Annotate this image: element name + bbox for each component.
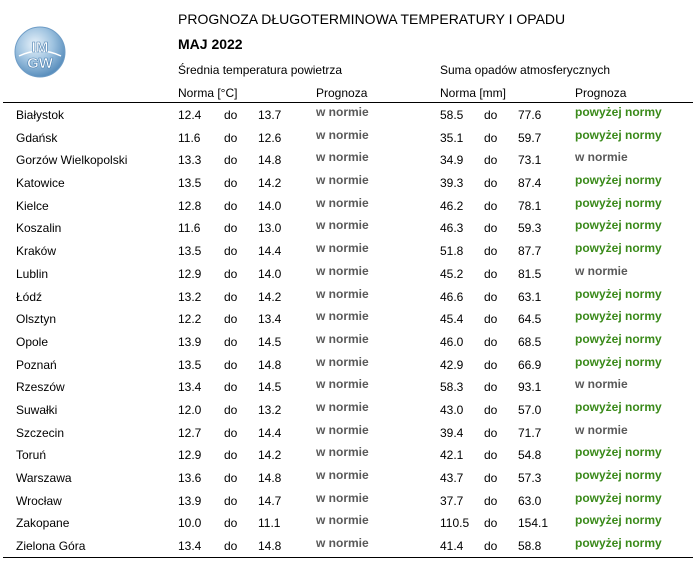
forecast-table	[0, 104, 696, 558]
prec-range-separator: do	[484, 289, 498, 304]
city-name: Rzeszów	[16, 380, 65, 395]
prec-norm-to: 154.1	[518, 516, 549, 531]
prec-norm-from: 37.7	[440, 493, 464, 508]
header-temp-forecast: Prognoza	[316, 86, 368, 100]
prec-forecast: powyżej normy	[575, 218, 662, 233]
city-name: Gdańsk	[16, 130, 58, 145]
prec-forecast: powyżej normy	[575, 173, 662, 188]
temp-range-separator: do	[224, 425, 238, 440]
prec-range-separator: do	[484, 176, 498, 191]
prec-norm-from: 41.4	[440, 539, 464, 554]
prec-norm-to: 63.1	[518, 289, 542, 304]
prec-range-separator: do	[484, 244, 498, 259]
section-temperature: Średnia temperatura powietrza	[178, 63, 343, 77]
temp-range-separator: do	[224, 130, 238, 145]
city-name: Olsztyn	[16, 312, 57, 327]
prec-range-separator: do	[484, 153, 498, 168]
prec-range-separator: do	[484, 425, 498, 440]
prec-norm-to: 54.8	[518, 448, 542, 463]
temp-forecast: w normie	[316, 513, 369, 528]
temp-norm-from: 13.9	[178, 334, 202, 349]
prec-forecast: powyżej normy	[575, 241, 662, 256]
temp-norm-to: 14.2	[258, 448, 282, 463]
prec-range-separator: do	[484, 130, 498, 145]
prec-norm-from: 51.8	[440, 244, 464, 259]
prec-norm-from: 45.4	[440, 312, 464, 327]
prec-norm-from: 46.6	[440, 289, 464, 304]
temp-range-separator: do	[224, 266, 238, 281]
table-row	[0, 535, 696, 558]
prec-range-separator: do	[484, 108, 498, 122]
city-name: Katowice	[16, 176, 65, 191]
prec-range-separator: do	[484, 471, 498, 485]
city-name: Koszalin	[16, 221, 62, 236]
prec-norm-to: 57.0	[518, 402, 542, 417]
prec-range-separator: do	[484, 221, 498, 236]
temp-norm-to: 13.0	[258, 221, 282, 236]
temp-norm-from: 12.2	[178, 312, 202, 327]
temp-range-separator: do	[224, 244, 238, 259]
prec-range-separator: do	[484, 380, 498, 395]
temp-range-separator: do	[224, 402, 238, 417]
temp-norm-to: 14.8	[258, 471, 282, 485]
prec-forecast: powyżej normy	[575, 195, 662, 210]
city-name: Warszawa	[16, 471, 72, 485]
temp-forecast: w normie	[316, 377, 369, 392]
prec-norm-to: 63.0	[518, 493, 542, 508]
city-name: Zielona Góra	[16, 539, 86, 554]
prec-forecast: powyżej normy	[575, 354, 662, 369]
temp-norm-to: 14.0	[258, 266, 282, 281]
temp-norm-from: 13.9	[178, 493, 202, 508]
temp-forecast: w normie	[316, 127, 369, 142]
temp-norm-from: 13.4	[178, 539, 202, 554]
prec-norm-from: 46.0	[440, 334, 464, 349]
temp-norm-from: 12.9	[178, 266, 202, 281]
prec-forecast: powyżej normy	[575, 490, 662, 505]
table-row	[0, 149, 696, 172]
temp-norm-to: 14.4	[258, 425, 282, 440]
temp-forecast: w normie	[316, 309, 369, 324]
prec-norm-to: 87.4	[518, 176, 542, 191]
temp-norm-to: 12.6	[258, 130, 282, 145]
prec-norm-to: 77.6	[518, 108, 542, 122]
prec-norm-from: 46.3	[440, 221, 464, 236]
temp-norm-to: 14.4	[258, 244, 282, 259]
temp-norm-to: 14.5	[258, 380, 282, 395]
city-name: Zakopane	[16, 516, 70, 531]
table-row	[0, 286, 696, 309]
prec-norm-from: 35.1	[440, 130, 464, 145]
table-row	[0, 127, 696, 150]
city-name: Łódź	[16, 289, 43, 304]
prec-norm-from: 58.5	[440, 108, 464, 122]
prec-range-separator: do	[484, 539, 498, 554]
table-row	[0, 217, 696, 240]
temp-norm-from: 12.9	[178, 448, 202, 463]
prec-norm-to: 57.3	[518, 471, 542, 485]
prec-norm-to: 71.7	[518, 425, 542, 440]
table-row	[0, 308, 696, 331]
city-name: Kielce	[16, 198, 49, 213]
table-row	[0, 444, 696, 467]
prec-forecast: powyżej normy	[575, 399, 662, 414]
temp-norm-from: 10.0	[178, 516, 202, 531]
prec-forecast: w normie	[575, 377, 628, 392]
temp-norm-to: 14.8	[258, 153, 282, 168]
prec-forecast: powyżej normy	[575, 445, 662, 460]
prec-forecast: w normie	[575, 150, 628, 165]
prec-norm-from: 110.5	[440, 516, 470, 531]
prec-norm-from: 43.7	[440, 471, 464, 485]
city-name: Szczecin	[16, 425, 65, 440]
temp-norm-from: 12.0	[178, 402, 202, 417]
table-bottom-rule	[3, 557, 693, 558]
temp-range-separator: do	[224, 153, 238, 168]
temp-forecast: w normie	[316, 354, 369, 369]
temp-range-separator: do	[224, 334, 238, 349]
temp-norm-to: 14.5	[258, 334, 282, 349]
prec-forecast: powyżej normy	[575, 536, 662, 551]
prec-range-separator: do	[484, 334, 498, 349]
temp-norm-from: 12.7	[178, 425, 202, 440]
prec-range-separator: do	[484, 448, 498, 463]
temp-forecast: w normie	[316, 195, 369, 210]
temp-norm-to: 11.1	[258, 516, 281, 531]
temp-forecast: w normie	[316, 173, 369, 188]
table-row	[0, 490, 696, 513]
temp-norm-from: 13.5	[178, 176, 202, 191]
temp-forecast: w normie	[316, 399, 369, 414]
temp-norm-to: 14.8	[258, 357, 282, 372]
temp-range-separator: do	[224, 448, 238, 463]
temp-forecast: w normie	[316, 105, 369, 119]
section-precipitation: Suma opadów atmosferycznych	[440, 63, 611, 77]
temp-range-separator: do	[224, 516, 238, 531]
temp-forecast: w normie	[316, 241, 369, 256]
temp-range-separator: do	[224, 289, 238, 304]
prec-norm-from: 58.3	[440, 380, 464, 395]
prec-range-separator: do	[484, 357, 498, 372]
prec-norm-to: 66.9	[518, 357, 542, 372]
temp-norm-to: 14.2	[258, 176, 282, 191]
table-row	[0, 263, 696, 286]
prec-norm-from: 46.2	[440, 198, 464, 213]
prec-norm-to: 87.7	[518, 244, 542, 259]
temp-forecast: w normie	[316, 331, 369, 346]
table-row	[0, 512, 696, 535]
prec-range-separator: do	[484, 198, 498, 213]
prec-norm-from: 42.9	[440, 357, 464, 372]
city-name: Opole	[16, 334, 49, 349]
header-temp-norm: Norma [°C]	[178, 86, 238, 100]
city-name: Lublin	[16, 266, 49, 281]
city-name: Toruń	[16, 448, 47, 463]
table-row	[0, 399, 696, 422]
prec-norm-from: 45.2	[440, 266, 464, 281]
temp-forecast: w normie	[316, 468, 369, 482]
city-name: Suwałki	[16, 402, 58, 417]
prec-norm-to: 68.5	[518, 334, 542, 349]
prec-range-separator: do	[484, 266, 498, 281]
temp-forecast: w normie	[316, 422, 369, 437]
prec-forecast: w normie	[575, 422, 628, 437]
logo-text-top: IM	[31, 39, 49, 56]
prec-norm-to: 73.1	[518, 153, 542, 168]
temp-forecast: w normie	[316, 490, 369, 505]
prec-norm-to: 78.1	[518, 198, 542, 213]
prec-norm-from: 43.0	[440, 402, 464, 417]
temp-forecast: w normie	[316, 536, 369, 551]
temp-norm-from: 12.8	[178, 198, 202, 213]
temp-range-separator: do	[224, 312, 238, 327]
temp-norm-from: 13.3	[178, 153, 202, 168]
temp-norm-to: 14.8	[258, 539, 282, 554]
table-row	[0, 104, 696, 127]
prec-forecast: powyżej normy	[575, 513, 662, 528]
temp-norm-from: 11.6	[178, 130, 201, 145]
prec-forecast: powyżej normy	[575, 105, 662, 119]
table-row	[0, 467, 696, 490]
prec-forecast: powyżej normy	[575, 309, 662, 324]
table-row	[0, 172, 696, 195]
temp-norm-to: 14.7	[258, 493, 282, 508]
table-top-rule	[3, 102, 693, 103]
temp-norm-to: 13.7	[258, 108, 282, 122]
temp-forecast: w normie	[316, 218, 369, 233]
temp-norm-to: 14.2	[258, 289, 282, 304]
temp-range-separator: do	[224, 108, 238, 122]
page-title: PROGNOZA DŁUGOTERMINOWA TEMPERATURY I OPADU	[178, 11, 566, 27]
prec-norm-from: 39.4	[440, 425, 464, 440]
temp-forecast: w normie	[316, 445, 369, 460]
temp-norm-from: 13.2	[178, 289, 202, 304]
prec-norm-to: 81.5	[518, 266, 542, 281]
temp-range-separator: do	[224, 471, 238, 485]
city-name: Wrocław	[16, 493, 62, 508]
temp-range-separator: do	[224, 357, 238, 372]
prec-norm-to: 64.5	[518, 312, 542, 327]
prec-norm-to: 59.7	[518, 130, 542, 145]
temp-norm-from: 13.5	[178, 244, 202, 259]
temp-range-separator: do	[224, 539, 238, 554]
prec-forecast: powyżej normy	[575, 468, 662, 482]
prec-forecast: w normie	[575, 263, 628, 278]
table-row	[0, 240, 696, 263]
prec-norm-to: 93.1	[518, 380, 542, 395]
page-subtitle: MAJ 2022	[178, 36, 243, 52]
temp-norm-from: 11.6	[178, 221, 201, 236]
temp-forecast: w normie	[316, 286, 369, 301]
temp-norm-to: 13.2	[258, 402, 282, 417]
temp-range-separator: do	[224, 493, 238, 508]
temp-forecast: w normie	[316, 263, 369, 278]
table-row	[0, 331, 696, 354]
prec-norm-from: 42.1	[440, 448, 464, 463]
temp-range-separator: do	[224, 176, 238, 191]
prec-range-separator: do	[484, 312, 498, 327]
table-row	[0, 376, 696, 399]
prec-forecast: powyżej normy	[575, 331, 662, 346]
header-prec-norm: Norma [mm]	[440, 86, 506, 100]
city-name: Poznań	[16, 357, 57, 372]
prec-range-separator: do	[484, 516, 498, 531]
table-row	[0, 354, 696, 377]
prec-norm-to: 58.8	[518, 539, 542, 554]
temp-norm-to: 13.4	[258, 312, 282, 327]
city-name: Gorzów Wielkopolski	[16, 153, 128, 168]
prec-forecast: powyżej normy	[575, 127, 662, 142]
header-prec-forecast: Prognoza	[575, 86, 627, 100]
table-row	[0, 422, 696, 445]
prec-norm-from: 34.9	[440, 153, 464, 168]
prec-range-separator: do	[484, 493, 498, 508]
temp-norm-to: 14.0	[258, 198, 282, 213]
temp-norm-from: 13.5	[178, 357, 202, 372]
prec-range-separator: do	[484, 402, 498, 417]
temp-range-separator: do	[224, 198, 238, 213]
temp-range-separator: do	[224, 380, 238, 395]
temp-range-separator: do	[224, 221, 238, 236]
city-name: Kraków	[16, 244, 57, 259]
city-name: Białystok	[16, 108, 65, 122]
temp-norm-from: 12.4	[178, 108, 202, 122]
temp-norm-from: 13.6	[178, 471, 202, 485]
temp-norm-from: 13.4	[178, 380, 202, 395]
prec-forecast: powyżej normy	[575, 286, 662, 301]
prec-norm-from: 39.3	[440, 176, 464, 191]
prec-norm-to: 59.3	[518, 221, 542, 236]
table-row	[0, 195, 696, 218]
imgw-logo	[13, 26, 67, 78]
logo-text-bottom: GW	[27, 55, 53, 72]
temp-forecast: w normie	[316, 150, 369, 165]
